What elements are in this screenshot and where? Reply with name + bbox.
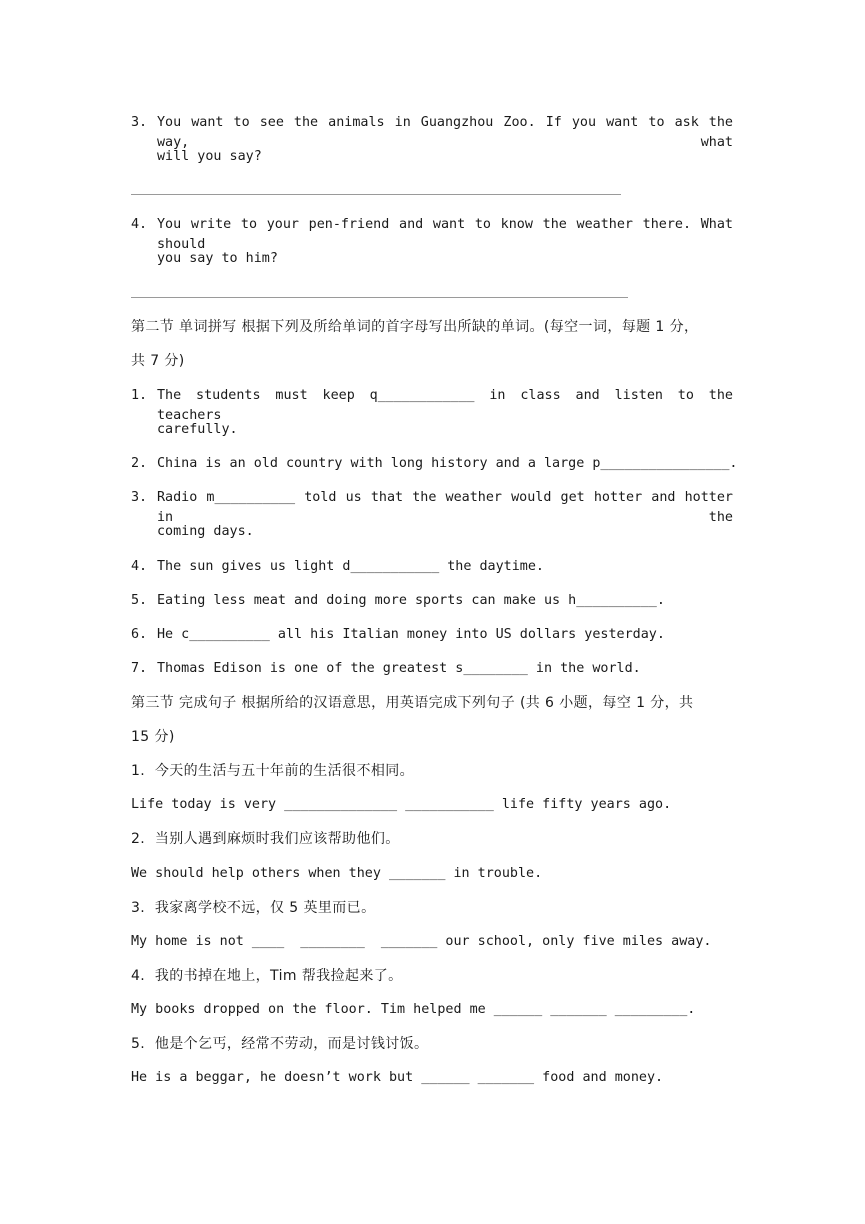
chinese-prompt: 3. 我家离学校不远，仅 5 英里而已。 [131, 900, 376, 916]
section-heading: 第三节 完成句子 根据所给的汉语意思，用英语完成下列句子 (共 6 小题，每空 1 分，共 [131, 695, 694, 711]
section-heading: 第二节 单词拼写 根据下列及所给单词的首字母写出所缺的单词。(每空一词，每题 1 分， [131, 319, 699, 335]
section-heading-continued: 共 7 分) [131, 353, 185, 369]
question-number: 2. [131, 456, 148, 471]
question-number: 6. [131, 627, 148, 642]
chinese-prompt: 4. 我的书掉在地上，Tim 帮我捡起来了。 [131, 968, 403, 984]
question-text: Radio m__________ told us that the weather would get hotter and hotter in the [157, 490, 733, 525]
question-number: 7. [131, 661, 148, 676]
question-text: The students must keep q____________ in class and listen to the teachers [157, 388, 733, 423]
question-number: 4. [131, 217, 148, 232]
question-number: 3. [131, 115, 148, 130]
question-text-continued: will you say? [157, 149, 262, 164]
question-text-continued: carefully. [157, 422, 238, 437]
question-text: You want to see the animals in Guangzhou Zoo. If you want to ask the way, what [157, 115, 733, 150]
sentence-to-complete: We should help others when they _______ in trouble. [131, 866, 543, 881]
question-text-continued: coming days. [157, 524, 254, 539]
question-text: You write to your pen-friend and want to know the weather there. What should [157, 217, 733, 252]
question-text: He c__________ all his Italian money into US dollars yesterday. [157, 627, 665, 642]
question-text: China is an old country with long history and a large p________________. [157, 456, 738, 471]
sentence-to-complete: My home is not ____ ________ _______ our school, only five miles away. [131, 934, 712, 949]
answer-line[interactable] [131, 297, 628, 298]
question-number: 5. [131, 593, 148, 608]
chinese-prompt: 2. 当别人遇到麻烦时我们应该帮助他们。 [131, 831, 400, 847]
sentence-to-complete: Life today is very ______________ ___________ life fifty years ago. [131, 797, 672, 812]
question-text: Thomas Edison is one of the greatest s________ in the world. [157, 661, 641, 676]
question-text: Eating less meat and doing more sports can make us h__________. [157, 593, 665, 608]
question-number: 1. [131, 388, 148, 403]
chinese-prompt: 1. 今天的生活与五十年前的生活很不相同。 [131, 763, 415, 779]
question-number: 4. [131, 559, 148, 574]
question-text: The sun gives us light d___________ the daytime. [157, 559, 544, 574]
question-number: 3. [131, 490, 148, 505]
section-heading-continued: 15 分) [131, 729, 175, 745]
chinese-prompt: 5. 他是个乞丐，经常不劳动，而是讨钱讨饭。 [131, 1036, 429, 1052]
sentence-to-complete: My books dropped on the floor. Tim helped me ______ _______ _________. [131, 1002, 696, 1017]
answer-line[interactable] [131, 194, 621, 195]
sentence-to-complete: He is a beggar, he doesn’t work but ______ _______ food and money. [131, 1070, 664, 1085]
question-text-continued: you say to him? [157, 251, 278, 266]
